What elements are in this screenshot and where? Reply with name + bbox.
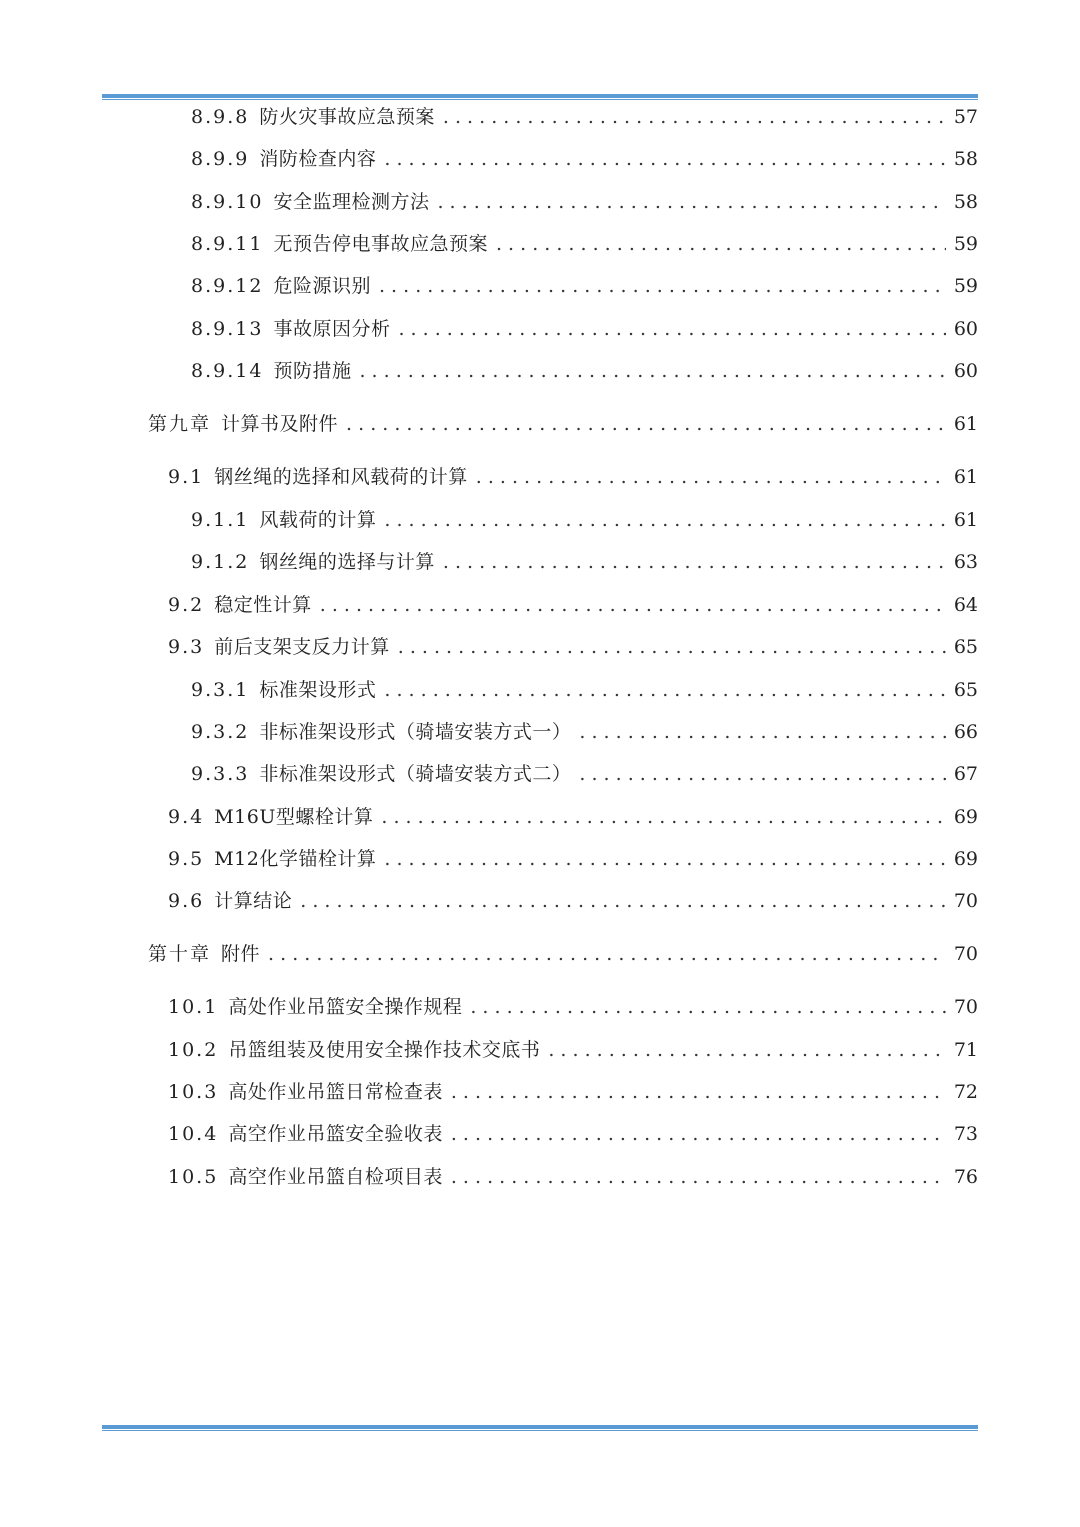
toc-entry[interactable] — [168, 1165, 978, 1189]
toc-entry-page-number: 71 — [953, 1039, 978, 1061]
toc-entry[interactable] — [191, 678, 978, 702]
toc-dot-leader — [381, 805, 945, 829]
toc-entry-number: 8.9.13 — [191, 318, 264, 340]
toc-entry-page-number: 76 — [953, 1166, 978, 1188]
toc-entry[interactable] — [191, 274, 978, 298]
toc-entry-page-number: 59 — [953, 275, 978, 297]
toc-entry-number: 9.6 — [168, 890, 205, 912]
toc-entry-title: M16U型螺栓计算 — [214, 806, 374, 828]
toc-entry[interactable] — [191, 720, 978, 744]
toc-entry-page-number: 60 — [953, 360, 978, 382]
toc-dot-leader — [476, 465, 946, 489]
toc-entry-title: 高处作业吊篮日常检查表 — [228, 1081, 443, 1103]
toc-entry-number: 8.9.9 — [191, 148, 250, 170]
toc-entry-number: 10.1 — [168, 996, 219, 1018]
toc-entry-page-number: 58 — [953, 191, 978, 213]
toc-entry-title: 钢丝绳的选择和风载荷的计算 — [214, 466, 468, 488]
toc-entry-number: 8.9.11 — [191, 233, 264, 255]
toc-dot-leader — [384, 847, 945, 871]
toc-dot-leader — [398, 635, 946, 659]
toc-dot-leader — [268, 942, 946, 966]
toc-dot-leader — [451, 1080, 946, 1104]
toc-dot-leader — [496, 232, 946, 256]
toc-entry[interactable] — [191, 550, 978, 574]
toc-dot-leader — [451, 1122, 946, 1146]
toc-entry-page-number: 59 — [953, 233, 978, 255]
toc-entry-number: 第九章 — [148, 413, 212, 435]
toc-entry[interactable] — [191, 359, 978, 383]
toc-entry-page-number: 70 — [953, 943, 978, 965]
toc-dot-leader — [470, 995, 945, 1019]
toc-entry-number: 9.3.3 — [191, 763, 250, 785]
toc-entry-page-number: 69 — [953, 806, 978, 828]
toc-dot-leader — [384, 678, 945, 702]
toc-entry-page-number: 63 — [953, 551, 978, 573]
toc-entry-title: 计算书及附件 — [221, 413, 339, 435]
footer-rule — [102, 1425, 978, 1431]
toc-entry-number: 9.3.2 — [191, 721, 250, 743]
toc-dot-leader — [384, 147, 945, 171]
toc-entry-number: 9.4 — [168, 806, 205, 828]
toc-entry-number: 9.1.1 — [191, 509, 250, 531]
toc-entry-number: 8.9.8 — [191, 106, 250, 128]
toc-entry-title: 风载荷的计算 — [259, 509, 377, 531]
toc-entry-title: 非标准架设形式（骑墙安装方式二） — [259, 763, 572, 785]
toc-entry-title: 安全监理检测方法 — [273, 191, 430, 213]
toc-entry[interactable] — [168, 1080, 978, 1104]
toc-entry-title: 高空作业吊篮安全验收表 — [228, 1123, 443, 1145]
toc-entry-title: 计算结论 — [214, 890, 293, 912]
toc-entry-number: 9.3.1 — [191, 679, 250, 701]
toc-entry-page-number: 73 — [953, 1123, 978, 1145]
toc-entry[interactable] — [168, 995, 978, 1019]
toc-entry-title: 消防检查内容 — [259, 148, 377, 170]
toc-entry-page-number: 67 — [953, 763, 978, 785]
toc-dot-leader — [320, 593, 946, 617]
toc-entry[interactable] — [148, 412, 978, 436]
toc-entry-number: 10.4 — [168, 1123, 219, 1145]
toc-entry-page-number: 57 — [953, 106, 978, 128]
toc-entry-page-number: 66 — [953, 721, 978, 743]
toc-entry-title: 吊篮组装及使用安全操作技术交底书 — [228, 1039, 541, 1061]
toc-entry-number: 8.9.10 — [191, 191, 264, 213]
toc-entry-title: 稳定性计算 — [214, 594, 312, 616]
toc-dot-leader — [443, 105, 946, 129]
toc-entry-page-number: 70 — [953, 890, 978, 912]
toc-entry-page-number: 69 — [953, 848, 978, 870]
toc-dot-leader — [384, 508, 945, 532]
toc-entry[interactable] — [191, 105, 978, 129]
toc-entry[interactable] — [168, 593, 978, 617]
toc-entry-title: 危险源识别 — [273, 275, 371, 297]
toc-entry[interactable] — [168, 847, 978, 871]
toc-dot-leader — [300, 889, 946, 913]
toc-dot-leader — [398, 317, 945, 341]
toc-entry-page-number: 70 — [953, 996, 978, 1018]
toc-dot-leader — [548, 1038, 945, 1062]
toc-dot-leader — [379, 274, 946, 298]
toc-entry-page-number: 61 — [953, 466, 978, 488]
toc-entry[interactable] — [168, 1038, 978, 1062]
toc-dot-leader — [579, 720, 945, 744]
toc-entry-number: 第十章 — [148, 943, 212, 965]
toc-entry-title: 无预告停电事故应急预案 — [273, 233, 488, 255]
toc-entry-title: 标准架设形式 — [259, 679, 377, 701]
toc-entry[interactable] — [168, 635, 978, 659]
toc-entry-number: 8.9.12 — [191, 275, 264, 297]
toc-entry-title: M12化学锚栓计算 — [214, 848, 377, 870]
toc-entry-title: 附件 — [221, 943, 261, 965]
toc-entry[interactable] — [191, 762, 978, 786]
toc-dot-leader — [359, 359, 945, 383]
toc-entry-page-number: 61 — [953, 413, 978, 435]
toc-dot-leader — [451, 1165, 946, 1189]
toc-entry-number: 9.3 — [168, 636, 205, 658]
toc-dot-leader — [579, 762, 945, 786]
toc-entry[interactable] — [168, 465, 978, 489]
toc-entry[interactable] — [191, 508, 978, 532]
header-rule — [102, 94, 978, 100]
toc-entry[interactable] — [191, 147, 978, 171]
toc-entry[interactable] — [191, 317, 978, 341]
toc-entry-number: 9.2 — [168, 594, 205, 616]
toc-entry-page-number: 61 — [953, 509, 978, 531]
toc-entry-number: 10.2 — [168, 1039, 219, 1061]
toc-entry[interactable] — [148, 942, 978, 966]
toc-entry-title: 高处作业吊篮安全操作规程 — [228, 996, 463, 1018]
toc-entry-number: 9.1 — [168, 466, 205, 488]
toc-entry-number: 9.1.2 — [191, 551, 250, 573]
toc-entry-page-number: 58 — [953, 148, 978, 170]
toc-entry-page-number: 65 — [953, 636, 978, 658]
toc-entry-page-number: 64 — [953, 594, 978, 616]
toc-entry-page-number: 65 — [953, 679, 978, 701]
toc-dot-leader — [346, 412, 946, 436]
toc-dot-leader — [443, 550, 946, 574]
toc-entry-number: 9.5 — [168, 848, 205, 870]
toc-entry-number: 10.3 — [168, 1081, 219, 1103]
toc-entry-number: 10.5 — [168, 1166, 219, 1188]
toc-entry-number: 8.9.14 — [191, 360, 264, 382]
toc-entry-title: 事故原因分析 — [273, 318, 391, 340]
toc-entry-title: 前后支架支反力计算 — [214, 636, 390, 658]
toc-entry-title: 防火灾事故应急预案 — [259, 106, 435, 128]
toc-entry-title: 非标准架设形式（骑墙安装方式一） — [259, 721, 572, 743]
toc-dot-leader — [437, 190, 945, 214]
toc-entry[interactable] — [168, 805, 978, 829]
toc-entry-page-number: 72 — [953, 1081, 978, 1103]
toc-entry[interactable] — [191, 190, 978, 214]
toc-entry-page-number: 60 — [953, 318, 978, 340]
toc-entry[interactable] — [168, 889, 978, 913]
toc-entry-title: 预防措施 — [273, 360, 352, 382]
toc-entry-title: 高空作业吊篮自检项目表 — [228, 1166, 443, 1188]
toc-entry[interactable] — [168, 1122, 978, 1146]
toc-entry[interactable] — [191, 232, 978, 256]
toc-entry-title: 钢丝绳的选择与计算 — [259, 551, 435, 573]
